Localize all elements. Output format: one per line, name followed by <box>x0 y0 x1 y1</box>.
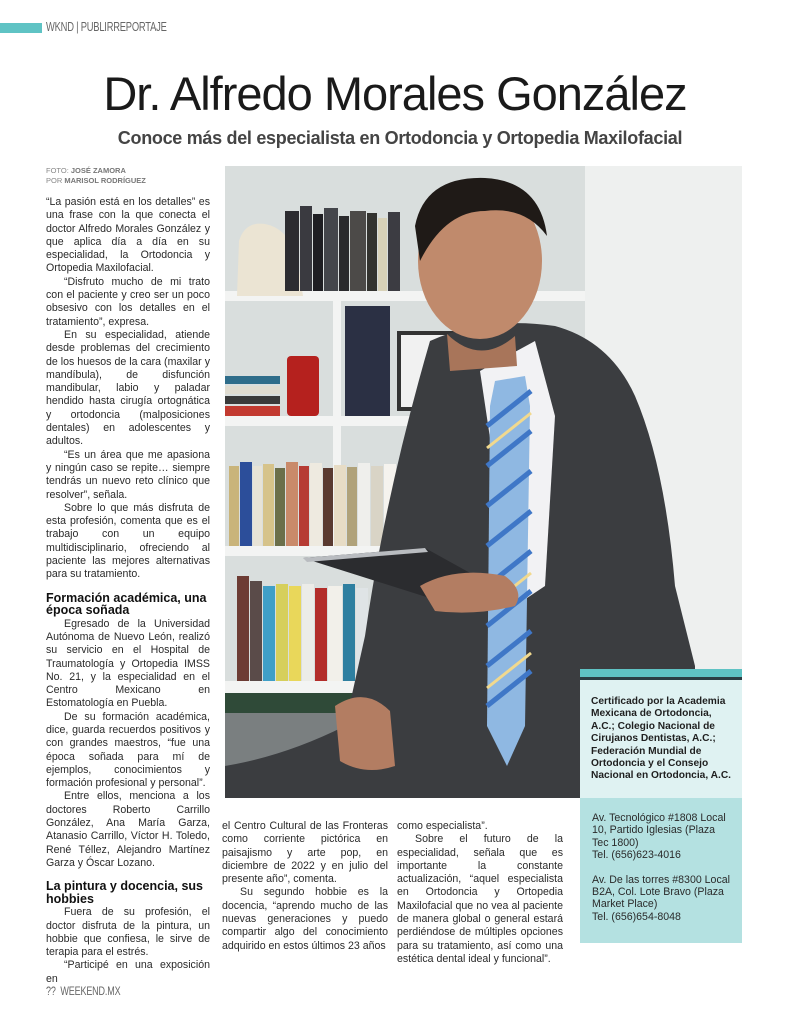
subheading-hobbies: La pintura y docencia, sus hobbies <box>46 879 203 906</box>
paragraph: Sobre lo que más disfruta de esta profesión, comenta que es el trabajo con un equipo multidisciplinario, ofreciendo al paciente las mejores alternativas para su tratamiento. <box>46 501 210 581</box>
certification-text: Certificado por la Academia Mexicana de Ortodoncia, A.C.; Colegio Nacional de Cirujanos Dentistas, A.C.; Federación Mundial de Ortodoncia y el Consejo Nacional en Ortodoncia, A.C. <box>591 696 732 782</box>
article-column-1 <box>46 196 210 986</box>
paragraph: Su segundo hobbie es la docencia, “aprendo mucho de las nuevas generaciones y puedo compartir algo del conocimiento adquirido en estos últimos 23 años <box>222 886 388 952</box>
address-line: Av. Tecnológico #1808 Local 10, Partido Iglesias (Plaza Tec 1800) <box>592 812 726 849</box>
header-accent-bar <box>0 23 42 33</box>
address-block <box>592 812 732 862</box>
author-name: MARISOL RODRÍGUEZ <box>64 175 146 185</box>
paragraph: “Disfruto mucho de mi trato con el paciente y creo ser un poco obsesivo con los detalles en el tratamiento”, expresa. <box>46 275 210 328</box>
paragraph: “Participé en una exposición en <box>46 959 210 985</box>
paragraph: De su formación académica, dice, guarda recuerdos positivos y con grandes maestros, “fue una época soñada para mí de ejemplos, conocimientos y formación profesional y personal”. <box>46 710 210 790</box>
phone-number: Tel. (656)654-8048 <box>592 910 681 923</box>
paragraph: “Es un área que me apasiona y ningún caso se repite… siempre tendrás un nuevo reto clínico que resolver”, señala. <box>46 448 210 501</box>
photographer-name: JOSÉ ZAMORA <box>70 166 126 175</box>
paragraph: “La pasión está en los detalles” es una frase con la que conecta el doctor Alfredo Morales González y que aplica día a día en su especialidad, la Ortodoncia y Ortopedia Maxilofacial. <box>46 196 210 275</box>
footer-site: WEEKEND.MX <box>60 984 121 998</box>
certification-box <box>580 680 742 798</box>
phone-number: Tel. (656)623-4016 <box>592 849 681 862</box>
article-subtitle: Conoce más del especialista en Ortodoncia y Ortopedia Maxilofacial <box>117 128 683 148</box>
page-number: ?? <box>46 984 56 998</box>
author-credit: POR MARISOL RODRÍGUEZ <box>46 175 146 185</box>
sidebar-accent-bar <box>580 669 742 677</box>
paragraph: el Centro Cultural de las Fronteras como corriente pictórica en paisajismo y arte pop, en diciembre de 2022 y en julio del presente año”, comenta. <box>222 820 388 886</box>
paragraph: Entre ellos, menciona a los doctores Roberto Carrillo González, Ana María Garza, Atanasio Carrillo, Víctor H. Toledo, René Téllez, Alejandro Martínez Garza y Óscar Lozano. <box>46 790 210 869</box>
addresses-box <box>580 798 742 943</box>
paragraph: Fuera de su profesión, el doctor disfruta de la pintura, un hobbie que confiesa, le sirve de terapia para el estrés. <box>46 906 210 959</box>
paragraph: Egresado de la Universidad Autónoma de Nuevo León, realizó su servicio en el Hospital de Traumatología y Ortopedia IMSS No. 21, y la especialidad en el Centro Mexicano en Estomatología en Puebla. <box>46 617 210 710</box>
subheading-formacion: Formación académica, una época soñada <box>46 590 207 618</box>
page-footer <box>46 984 120 998</box>
paragraph: como especialista”. <box>397 820 488 832</box>
credits <box>46 166 146 185</box>
paragraph: En su especialidad, atiende desde problemas del crecimiento de los huesos de la cara (maxilar y mandíbula), de disfunción mandibular, labio y paladar hendido hasta cirugía ortognática y ortodoncia (malposiciones dentales) en adolescentes y adultos. <box>46 328 210 448</box>
article-column-2 <box>222 820 388 953</box>
photo-credit: FOTO: JOSÉ ZAMORA <box>46 166 126 175</box>
article-title: Dr. Alfredo Morales González <box>103 67 687 120</box>
section-tag: WKND | PUBLIRREPORTAJE <box>46 19 167 34</box>
address-block <box>592 874 732 924</box>
paragraph: Sobre el futuro de la especialidad, señala que es importante la constante actualización, “aquel especialista en Ortodoncia y Ortopedia Maxilofacial que no vea al paciente de manera global o general estará perdiéndose de múltiples opciones para su tratamiento, así como una estética dental ideal y funcional”. <box>397 833 563 965</box>
article-column-3 <box>397 820 563 966</box>
address-line: Av. De las torres #8300 Local B2A, Col. Lote Bravo (Plaza Market Place) <box>592 873 730 911</box>
